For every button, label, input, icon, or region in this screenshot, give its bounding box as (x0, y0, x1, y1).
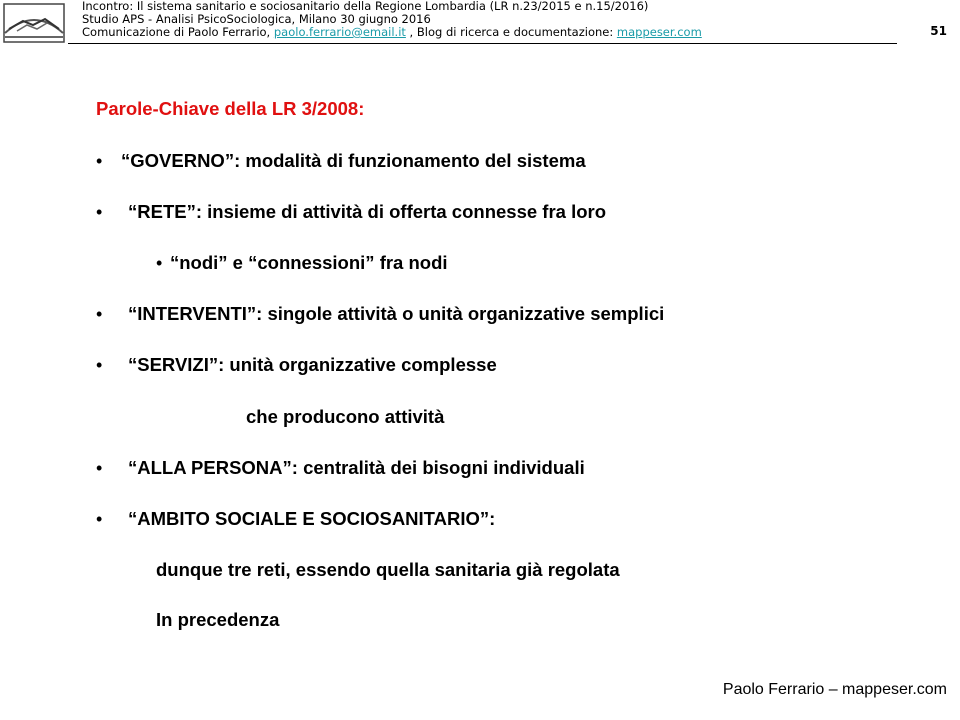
bullet-marker: • (96, 458, 103, 478)
ambito-detail-2: In precedenza (156, 609, 280, 630)
header-line-3-middle: , Blog di ricerca e documentazione: (405, 25, 617, 39)
bullet-marker: • (96, 151, 103, 171)
keyword-governo: “GOVERNO”: modalità di funzionamento del sistema (121, 150, 586, 171)
keyword-alla-persona: “ALLA PERSONA”: centralità dei bisogni individuali (128, 457, 585, 478)
keyword-rete: “RETE”: insieme di attività di offerta connesse fra loro (128, 201, 607, 222)
blog-link[interactable]: mappeser.com (616, 25, 702, 39)
slide-title: Parole-Chiave della LR 3/2008: (96, 98, 365, 119)
header-line-1: Incontro: Il sistema sanitario e sociosanitario della Regione Lombardia (LR n.23/2015 e n.15/2016) (82, 0, 649, 13)
sub-item-nodi: “nodi” e “connessioni” fra nodi (170, 252, 448, 273)
keyword-servizi: “SERVIZI”: unità organizzative complesse (128, 354, 497, 375)
header-line-3-prefix: Comunicazione di Paolo Ferrario, (82, 25, 274, 39)
keyword-ambito: “AMBITO SOCIALE E SOCIOSANITARIO”: (128, 508, 496, 529)
email-link[interactable]: paolo.ferrario@email.it (273, 25, 406, 39)
page-number: 51 (930, 24, 947, 38)
handshake-logo-icon (3, 3, 65, 43)
header-divider (68, 43, 897, 44)
bullet-marker: • (96, 202, 103, 222)
bullet-marker: • (156, 253, 163, 273)
servizi-continuation: che producono attività (246, 406, 445, 427)
bullet-marker: • (96, 355, 103, 375)
footer-credit: Paolo Ferrario – mappeser.com (722, 681, 947, 698)
slide-header (82, 0, 822, 39)
bullet-marker: • (96, 509, 103, 529)
bullet-marker: • (96, 304, 103, 324)
ambito-detail: dunque tre reti, essendo quella sanitaria già regolata (156, 559, 620, 580)
header-line-3 (82, 26, 822, 39)
keyword-interventi: “INTERVENTI”: singole attività o unità organizzative semplici (128, 303, 665, 324)
header-line-2: Studio APS - Analisi PsicoSociologica, Milano 30 giugno 2016 (82, 12, 431, 26)
